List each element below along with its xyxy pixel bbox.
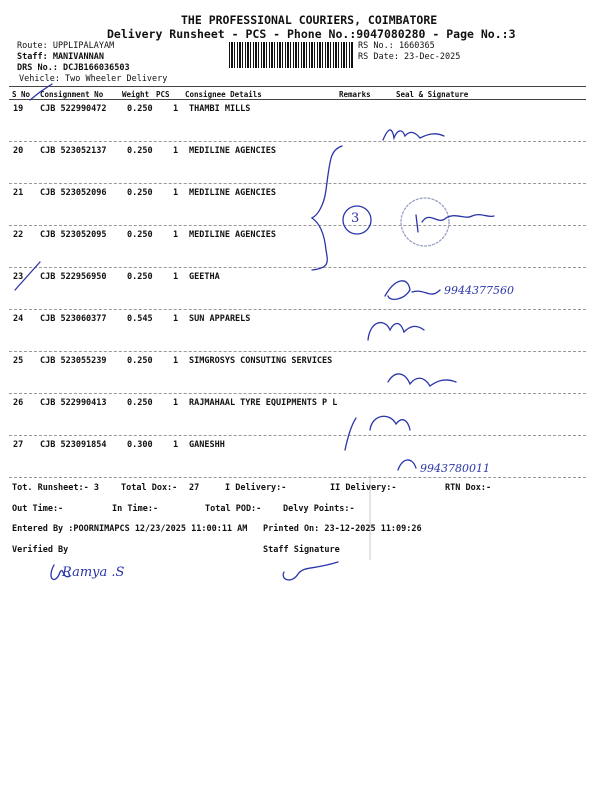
- row-consignment: CJB 523060377: [40, 314, 107, 324]
- row-sno: 25: [13, 356, 24, 366]
- row-pcs: 1: [173, 314, 179, 324]
- row-sno: 21: [13, 188, 24, 198]
- staff-signature-mark: [283, 562, 338, 580]
- row-weight: 0.250: [127, 146, 153, 156]
- drs-label: DRS No.: DCJB166036503: [17, 63, 130, 73]
- phone-note-2: 9943780011: [420, 462, 490, 475]
- bracket-mark: [312, 146, 342, 270]
- delvy-points: Delvy Points:-: [283, 504, 355, 514]
- row-weight: 0.250: [127, 272, 153, 282]
- row-consignment: CJB 523052095: [40, 230, 107, 240]
- row-sno: 20: [13, 146, 24, 156]
- row-sno: 22: [13, 230, 24, 240]
- entered-by: Entered By :POORNIMAPCS 12/23/2025 11:00:11 AM: [12, 524, 248, 534]
- row-consignee: MEDILINE AGENCIES: [189, 230, 276, 240]
- row-sno: 19: [13, 104, 24, 114]
- row-pcs: 1: [173, 188, 179, 198]
- signature-row-25: [388, 374, 456, 386]
- company-title: THE PROFESSIONAL COURIERS, COIMBATORE: [181, 13, 438, 27]
- row-pcs: 1: [173, 398, 179, 408]
- row-pcs: 1: [173, 230, 179, 240]
- total-pod: Total POD:-: [205, 504, 262, 514]
- row-weight: 0.300: [127, 440, 153, 450]
- stroke-row-26: [345, 418, 356, 450]
- row-pcs: 1: [173, 440, 179, 450]
- row-consignee: SUN APPARELS: [189, 314, 251, 324]
- signature-row-27: [398, 460, 416, 470]
- ii-delivery: II Delivery:-: [330, 483, 397, 493]
- col-consignment: Consignment No: [40, 90, 104, 99]
- row-consignment: CJB 523052137: [40, 146, 107, 156]
- rtn-dox: RTN Dox:-: [445, 483, 492, 493]
- row-sno: 24: [13, 314, 24, 324]
- col-pcs: PCS: [156, 90, 170, 99]
- col-consignee: Consignee Details: [185, 90, 262, 99]
- printed-on: Printed On: 23-12-2025 11:09:26: [263, 524, 422, 534]
- row-weight: 0.545: [127, 314, 153, 324]
- row-consignee: MEDILINE AGENCIES: [189, 146, 276, 156]
- row-sno: 27: [13, 440, 24, 450]
- row-consignee: GEETHA: [189, 272, 220, 282]
- col-sno: S No: [12, 90, 31, 99]
- row-consignee: THAMBI MILLS: [189, 104, 251, 114]
- tick-mark: [30, 84, 52, 100]
- row-sno: 23: [13, 272, 24, 282]
- row-consignee: RAJMAHAAL TYRE EQUIPMENTS P L: [189, 398, 338, 408]
- out-time: Out Time:-: [12, 504, 64, 514]
- col-weight: Weight: [122, 90, 150, 99]
- tick-mark-23: [15, 262, 40, 290]
- phone-note-1: 9944377560: [444, 284, 514, 297]
- row-consignee: SIMGROSYS CONSUTING SERVICES: [189, 356, 333, 366]
- row-weight: 0.250: [127, 104, 153, 114]
- row-consignment: CJB 522990413: [40, 398, 107, 408]
- route-label: Route: UPPLIPALAYAM: [17, 41, 115, 51]
- row-consignment: CJB 523055239: [40, 356, 107, 366]
- rs-date: RS Date: 23-Dec-2025: [358, 52, 461, 62]
- staff-label: Staff: MANIVANNAN: [17, 52, 104, 62]
- row-weight: 0.250: [127, 356, 153, 366]
- row-consignee: MEDILINE AGENCIES: [189, 188, 276, 198]
- row-consignment: CJB 522990472: [40, 104, 107, 114]
- row-weight: 0.250: [127, 230, 153, 240]
- row-consignment: CJB 523052096: [40, 188, 107, 198]
- col-seal: Seal & Signature: [396, 90, 469, 99]
- row-pcs: 1: [173, 272, 179, 282]
- signature-row-19: [383, 130, 444, 140]
- signature-row-23: [385, 281, 440, 300]
- row-pcs: 1: [173, 146, 179, 156]
- row-weight: 0.250: [127, 398, 153, 408]
- row-consignment: CJB 523091854: [40, 440, 107, 450]
- bracket-count-note: 3: [351, 211, 360, 226]
- row-consignee: GANESHH: [189, 440, 225, 450]
- staff-signature-label: Staff Signature: [263, 545, 340, 555]
- total-dox-value: 27: [189, 483, 200, 493]
- row-sno: 26: [13, 398, 24, 408]
- signature-rows-20-22: [416, 215, 494, 232]
- total-dox-label: Total Dox:-: [121, 483, 178, 493]
- row-pcs: 1: [173, 104, 179, 114]
- row-pcs: 1: [173, 356, 179, 366]
- verifier-name: Ramya .S: [62, 565, 125, 580]
- verified-by-label: Verified By: [12, 545, 69, 555]
- in-time: In Time:-: [112, 504, 159, 514]
- col-remarks: Remarks: [339, 90, 371, 99]
- tot-runsheet: Tot. Runsheet:- 3: [12, 483, 99, 493]
- runsheet-subtitle: Delivery Runsheet - PCS - Phone No.:9047080280 - Page No.:3: [107, 27, 516, 41]
- row-consignment: CJB 522956950: [40, 272, 107, 282]
- row-weight: 0.250: [127, 188, 153, 198]
- signature-row-24: [368, 323, 424, 340]
- i-delivery: I Delivery:-: [225, 483, 287, 493]
- seal-stamp: [401, 198, 449, 246]
- vehicle-label: Vehicle: Two Wheeler Delivery: [19, 74, 168, 84]
- rs-number: RS No.: 1660365: [358, 41, 435, 51]
- signature-row-26: [370, 416, 410, 430]
